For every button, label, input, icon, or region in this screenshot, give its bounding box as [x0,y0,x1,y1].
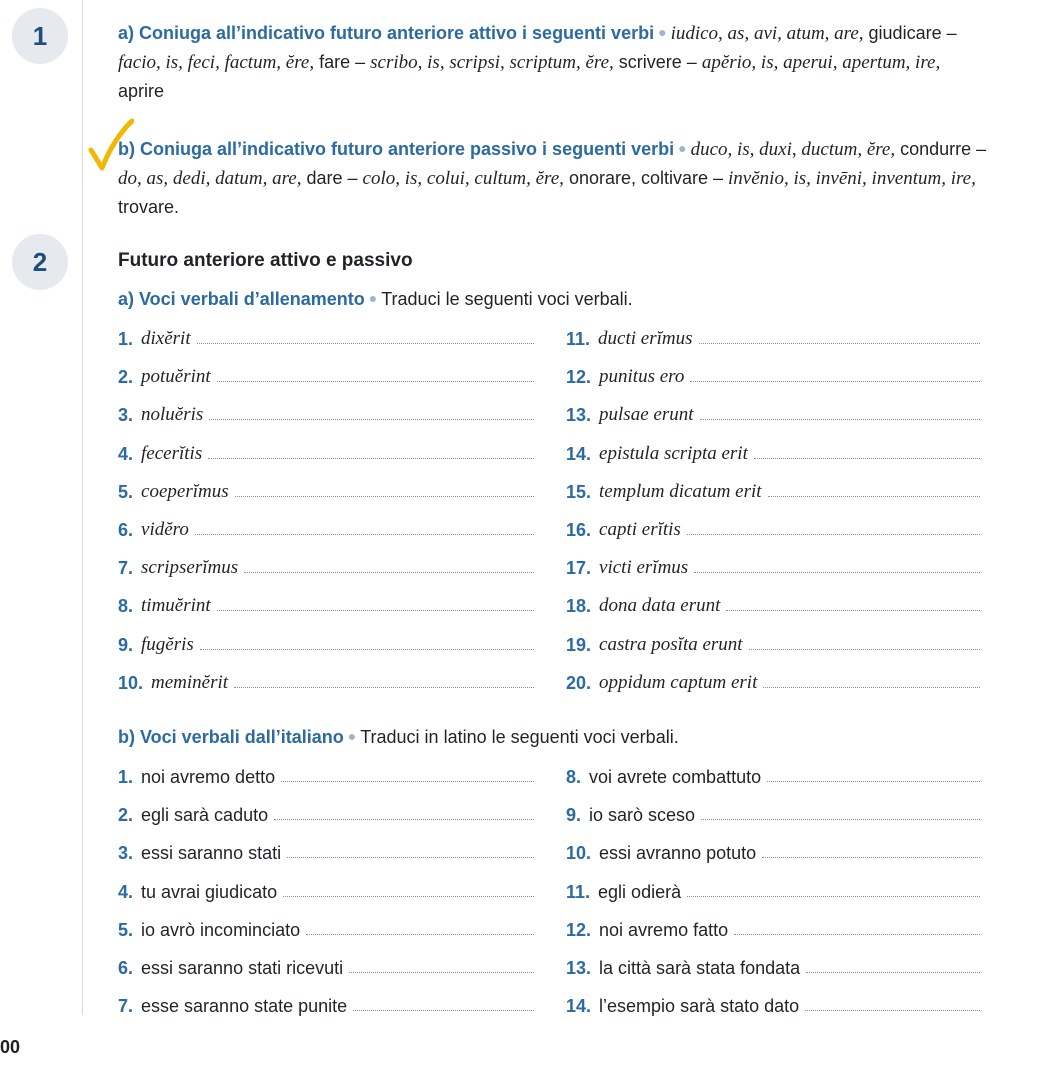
exercise-item [566,989,980,1017]
answer-line[interactable] [806,972,980,973]
answer-line[interactable] [701,819,980,820]
bullet-dot-icon: ● [658,24,667,40]
answer-line[interactable] [200,649,534,650]
exercise-2b-instruction: Traduci in latino le seguenti voci verbali. [360,727,679,747]
exercise-item [566,760,980,788]
latin-verb-text: apĕrio, is, aperui, apertum, ire, [701,52,941,73]
answer-line[interactable] [762,857,980,858]
item-number: 10. [118,672,144,693]
item-number: 15. [566,481,592,502]
item-prompt: templum dicatum erit [599,480,762,502]
item-prompt: dixĕrit [141,328,191,349]
bullet-dot-icon: ● [678,140,687,156]
exercise-item [566,875,980,903]
exercise-item [566,322,980,350]
item-number: 6. [118,958,134,978]
answer-line[interactable] [217,610,534,611]
answer-line[interactable] [687,896,980,897]
item-prompt: io sarò sceso [589,805,696,826]
exercise-item [566,398,980,426]
page-gutter-line [82,0,83,1015]
latin-verb-text: iudico, as, avi, atum, are, [670,23,864,44]
italian-meaning-text: condurre – [895,139,987,159]
item-number: 18. [566,596,592,617]
item-number: 1. [118,329,134,349]
answer-line[interactable] [694,572,980,573]
italian-meaning-text: fare – [314,52,371,72]
item-number: 16. [566,520,592,540]
answer-line[interactable] [763,687,980,688]
italian-meaning-text: onorare, coltivare – [563,168,729,188]
answer-line[interactable] [235,496,534,497]
exercise-item [118,951,534,979]
bullet-dot-icon: ● [368,290,378,306]
italian-meaning-text: scrivere – [613,52,702,72]
answer-line[interactable] [699,343,981,344]
item-prompt: ducti erĭmus [598,328,693,349]
italian-meaning-text: aprire [118,81,165,101]
exercise-item [566,913,980,941]
item-number: 2. [118,805,134,826]
item-number: 5. [118,481,134,502]
item-number: 4. [118,881,134,902]
exercise-1b-text [118,134,990,222]
item-prompt: egli odierà [598,881,682,902]
latin-verb-text: scribo, is, scripsi, scriptum, ĕre, [370,52,614,73]
item-prompt: noi avremo fatto [599,919,729,940]
item-number: 4. [118,443,134,464]
item-number: 14. [566,996,592,1017]
item-number: 12. [566,919,592,940]
answer-line[interactable] [726,610,980,611]
answer-line[interactable] [244,572,534,573]
exercise-1a-label: a) Coniuga all’indicativo futuro anteriore attivo i seguenti verbi [118,23,655,43]
exercise-item [566,551,980,579]
item-prompt: tu avrai giudicato [141,881,278,902]
item-number: 2. [118,367,134,388]
answer-line[interactable] [768,496,980,497]
item-number: 7. [118,996,134,1017]
item-prompt: essi saranno stati [141,843,282,864]
item-prompt: vidĕro [141,519,189,540]
item-prompt: meminĕrit [151,671,229,693]
exercise-item [118,513,534,541]
answer-line[interactable] [197,343,534,344]
item-number: 11. [566,329,591,349]
exercise-item [566,360,980,388]
item-prompt: scripserĭmus [141,557,239,579]
item-prompt: voi avrete combattuto [589,767,762,787]
exercise-2b-header [118,722,998,751]
item-prompt: egli sarà caduto [141,805,269,826]
item-prompt: epistula scripta erit [599,442,748,464]
item-number: 11. [566,881,591,902]
exercise-item [118,666,534,694]
item-number: 1. [118,767,134,787]
item-number: 8. [566,767,582,787]
exercise-2b-label: b) Voci verbali dall’italiano [118,727,344,747]
item-prompt: victi erĭmus [599,557,689,579]
item-prompt: pulsae erunt [599,404,694,426]
answer-line[interactable] [209,419,534,420]
exercise-item [118,475,534,503]
answer-line[interactable] [353,1010,534,1011]
answer-line[interactable] [734,934,980,935]
answer-line[interactable] [274,819,534,820]
answer-line[interactable] [687,534,980,535]
item-number: 7. [118,558,134,579]
item-number: 13. [566,405,592,426]
item-number: 20. [566,672,592,693]
latin-verb-text: colo, is, colui, cultum, ĕre, [362,168,564,189]
item-number: 3. [118,843,134,864]
answer-line[interactable] [281,781,534,782]
latin-verb-text: do, as, dedi, datum, are, [118,168,302,189]
exercise-item [566,951,980,979]
exercise-item [118,913,534,941]
exercise-item [118,798,534,826]
item-prompt: l’esempio sarà stato dato [599,996,800,1017]
item-number: 14. [566,443,592,464]
item-number: 10. [566,843,592,864]
exercise-item [566,475,980,503]
italian-meaning-text: giudicare – [863,23,957,43]
exercise-item [566,513,980,541]
item-prompt: capti erĭtis [599,519,681,540]
exercise-number-2: 2 [12,234,68,290]
exercise-1a-text [118,18,990,106]
answer-line[interactable] [349,972,534,973]
exercise-item [118,589,534,617]
answer-line[interactable] [749,649,980,650]
item-prompt: noi avremo detto [141,767,276,787]
exercise-item [566,589,980,617]
item-number: 8. [118,596,134,617]
exercise-item [118,398,534,426]
item-prompt: essi avranno potuto [599,843,757,864]
item-prompt: timuĕrint [141,595,211,617]
answer-line[interactable] [234,687,534,688]
item-prompt: fecerĭtis [141,442,203,464]
item-prompt: punitus ero [599,366,685,388]
exercise-item [118,836,534,864]
exercise-item [118,322,534,350]
answer-line[interactable] [195,534,534,535]
item-prompt: dona data erunt [599,595,721,617]
answer-line[interactable] [690,381,980,382]
item-number: 6. [118,520,134,540]
answer-line[interactable] [754,458,980,459]
answer-line[interactable] [217,381,534,382]
answer-line[interactable] [306,934,534,935]
item-prompt: noluĕris [141,404,204,426]
item-number: 12. [566,367,592,388]
item-number: 13. [566,958,592,978]
item-prompt: coeperĭmus [141,480,229,502]
exercise-number-1: 1 [12,8,68,64]
exercise-item [566,836,980,864]
exercise-item [566,437,980,465]
bullet-dot-icon: ● [347,728,357,744]
item-number: 3. [118,405,134,426]
item-prompt: esse saranno state punite [141,996,348,1017]
item-prompt: io avrò incominciato [141,919,301,940]
item-number: 9. [566,805,582,826]
item-number: 19. [566,634,592,655]
item-number: 5. [118,919,134,940]
exercise-item [118,875,534,903]
item-number: 9. [118,634,134,655]
exercise-item [118,551,534,579]
exercise-item [566,628,980,656]
exercise-2a-header [118,284,998,313]
latin-verb-text: duco, is, duxi, ductum, ĕre, [690,139,896,160]
exercise-1b-label: b) Coniuga all’indicativo futuro anteriore passivo i seguenti verbi [118,139,675,159]
answer-line[interactable] [287,857,534,858]
exercise-item [118,760,534,788]
exercise-item [118,360,534,388]
item-prompt: essi saranno stati ricevuti [141,958,344,978]
exercise-item [118,989,534,1017]
exercise-item [118,437,534,465]
italian-meaning-text: trovare. [118,197,180,217]
page-number: 00 [0,1037,21,1057]
latin-verb-text: facio, is, feci, factum, ĕre, [118,52,315,73]
item-prompt: castra posĭta erunt [599,633,743,655]
answer-line[interactable] [283,896,534,897]
answer-line[interactable] [208,458,534,459]
item-prompt: la città sarà stata fondata [599,958,801,978]
answer-line[interactable] [805,1010,980,1011]
item-number: 17. [566,558,592,579]
exercise-item [566,798,980,826]
italian-meaning-text: dare – [301,168,363,188]
exercise-item [118,628,534,656]
item-prompt: oppidum captum erit [599,671,758,693]
exercise-2-title: Futuro anteriore attivo e passivo [118,250,413,271]
latin-verb-text: invĕnio, is, invēni, inventum, ire, [728,168,976,189]
item-prompt: potuĕrint [141,366,211,388]
exercise-2a-label: a) Voci verbali d’allenamento [118,289,365,309]
answer-line[interactable] [700,419,981,420]
answer-line[interactable] [767,781,980,782]
item-prompt: fugĕris [141,633,194,655]
exercise-2a-instruction: Traduci le seguenti voci verbali. [381,289,633,309]
exercise-item [566,666,980,694]
